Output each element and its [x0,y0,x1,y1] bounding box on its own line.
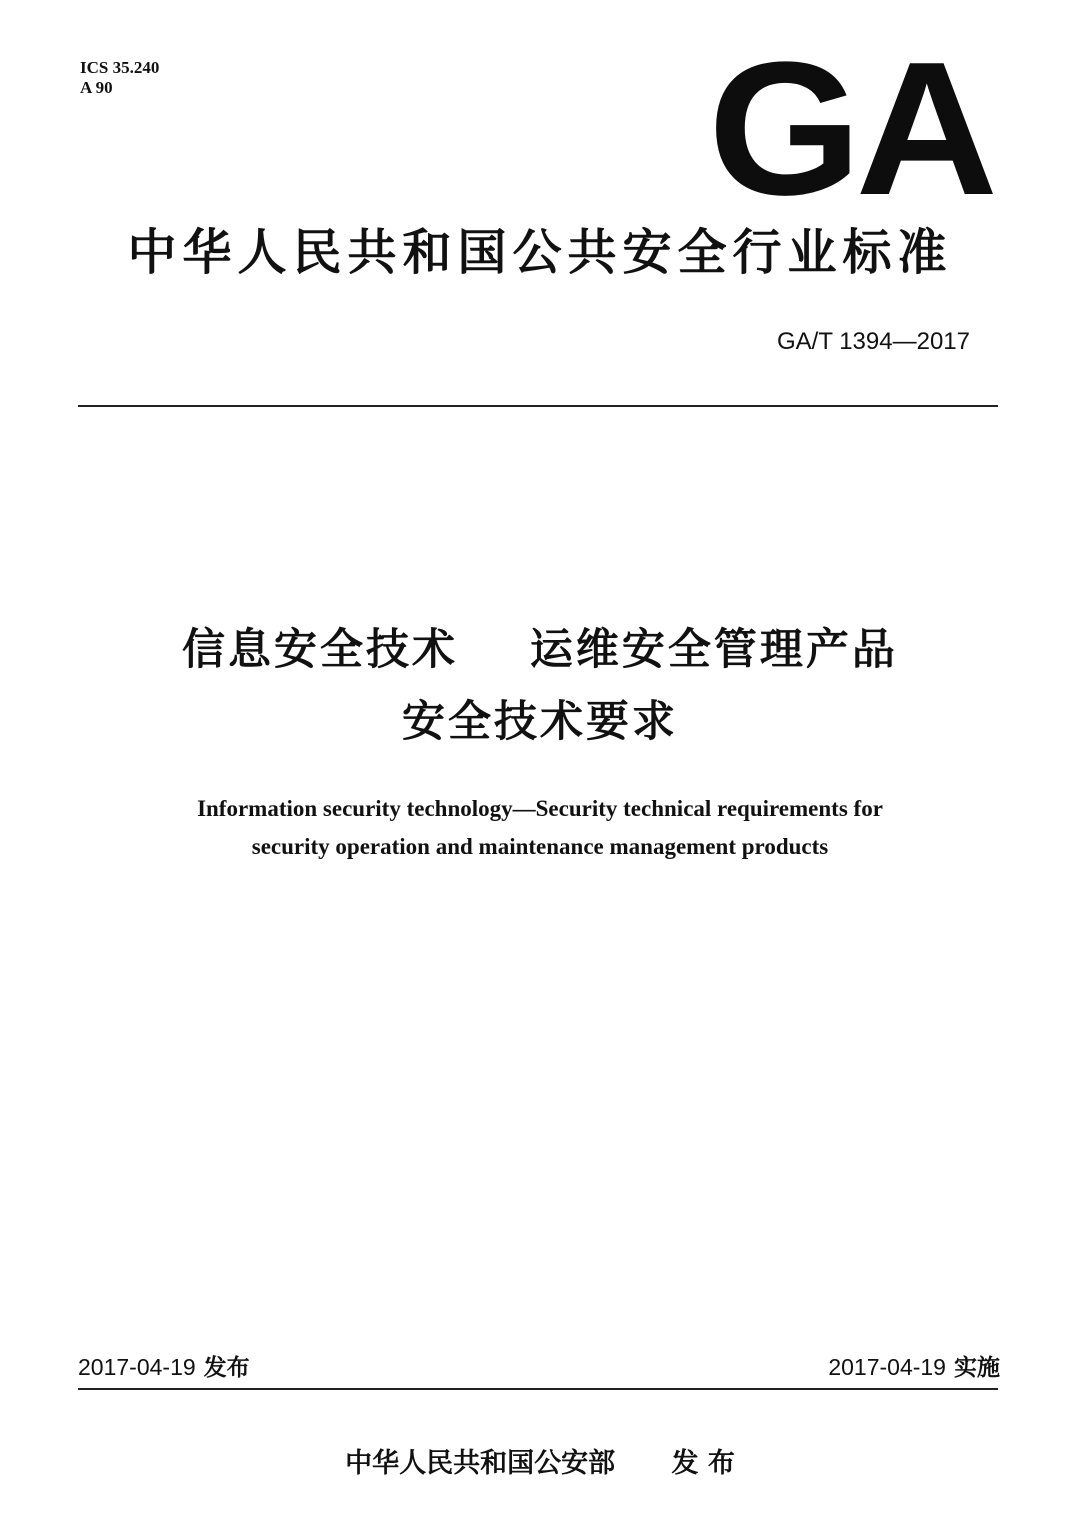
english-title-line-2: security operation and maintenance management products [251,834,829,859]
issuing-authority [0,1444,1080,1484]
issuer-action: 发 布 [671,1448,735,1479]
implementation-date-label: 实施 [954,1355,1000,1381]
implementation-date [828,1351,1000,1384]
issue-date-value: 2017-04-19 [78,1354,196,1380]
english-title-line-1: Information security technology—Security technical requirements for [197,796,883,821]
ics-code: ICS 35.240 [80,58,160,77]
ccs-code: A 90 [80,78,113,97]
classification-codes [80,58,159,98]
organization-title: 中华人民共和国公共安全行业标准 [127,224,953,281]
ga-logo: GA [708,23,992,235]
issue-date [78,1351,250,1384]
standard-number: GA/T 1394—2017 [776,328,970,355]
issue-date-label: 发布 [203,1355,250,1381]
top-divider [78,405,998,407]
implementation-date-value: 2017-04-19 [828,1354,946,1380]
bottom-divider [78,1388,998,1390]
issuer-name: 中华人民共和国公安部 [345,1448,616,1479]
chinese-title-line-2: 安全技术要求 [402,697,678,747]
chinese-title-line-1: 信息安全技术 运维安全管理产品 [182,625,898,675]
